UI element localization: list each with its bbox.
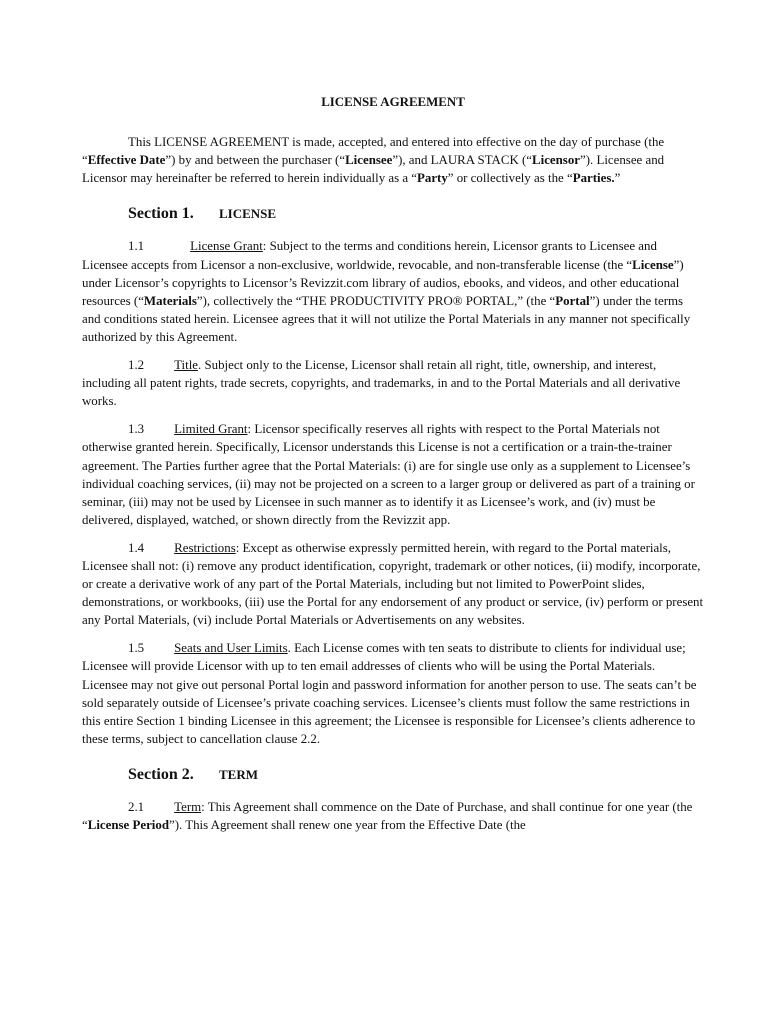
clause-1-1-heading: License Grant [190,239,263,254]
section-1-heading [128,205,704,223]
document-title: LICENSE AGREEMENT [321,95,465,109]
clause-1-3-heading: Limited Grant [174,422,248,437]
defined-term-effective-date: Effective Date [87,153,166,168]
clause-2-1 [82,798,704,834]
clause-1-1 [82,237,704,346]
clause-1-2-text: . Subject only to the License, Licensor shall retain all right, title, ownership, and interest, including all patent rights, trade secrets, copyrights, and trademarks, in and to the Portal Materials and all derivative works. [82,358,681,409]
clause-2-1-text-1: : This Agreement shall commence on the Date of Purchase, and shall continue for one year (the “ [82,800,693,833]
clause-1-4-text: : Except as otherwise expressly permitted herein, with regard to the Portal materials, Licensee shall not: (i) remove any product identification, copyright, trademark or other notices, (ii) modify, incorporate, or create a derivative work of any part of the Portal Materials, including but not limited to PowerPoint slides, demonstrations, or workbooks, (iii) use the Portal for any endorsement of any product or service, (iv) perform or present any Portal Materials, (vi) include Portal Materials or Advertisements on any websites. [82,540,704,628]
clause-1-2 [82,356,704,410]
clause-1-4-number: 1.4 [128,540,145,555]
defined-term-licensee: Licensee [345,153,393,168]
defined-term-portal: Portal [555,293,590,308]
clause-2-1-number: 2.1 [128,800,145,814]
clause-1-1-text-2: ”) under Licensor’s copyrights to Licensor’s Revizzit.com library of audios, ebooks, and videos, and other educational resources (“ [82,257,684,308]
section-1-name: LICENSE [219,206,277,222]
section-2-heading [128,766,704,784]
clause-1-4-heading: Restrictions [174,540,236,555]
clause-1-1-number: 1.1 [128,239,145,254]
clause-2-1-heading: Term [174,800,202,814]
clause-1-2-number: 1.2 [128,358,145,373]
defined-term-license: License [632,257,674,272]
clause-1-1-text-1: : Subject to the terms and conditions herein, Licensor grants to Licensee and Licensee accepts from Licensor a non-exclusive, worldwide, revocable, and non-transferable license (the “ [82,239,657,272]
clause-1-5-heading: Seats and User Limits [174,641,288,656]
clause-1-3 [82,420,704,529]
clause-1-1-text-3: ”), collectively the “THE PRODUCTIVITY PRO® PORTAL,” (the “ [196,293,556,308]
defined-term-party: Party [417,171,448,186]
section-2-name: TERM [219,766,258,782]
intro-text-1: This LICENSE AGREEMENT is made, accepted, and entered into effective on the day of purchase (the “ [82,135,665,168]
defined-term-materials: Materials [143,293,197,308]
defined-term-licensor: Licensor [532,153,580,168]
intro-text-2: ”) by and between the purchaser (“ [165,153,346,168]
intro-paragraph [82,133,704,187]
defined-term-license-period: License Period [87,818,169,833]
section-2-number: Section 2. [128,765,194,783]
clause-1-2-heading: Title [174,358,199,373]
clause-1-4 [82,539,704,629]
intro-text-3: ”), and LAURA STACK (“ [392,153,533,168]
clause-1-3-text: : Licensor specifically reserves all rights with respect to the Portal Materials not otherwise granted herein. Specifically, Licensor understands this License is not a certification or a train-the-trainer agreement. The Parties further agree that the Portal Materials: (i) are for single use only as a supplement to Licensee’s individual coaching services, (ii) may not be projected on a screen to a larger group or delivered as part of a training or seminar, (iii) may not be used by Licensee in such manner as to identify it as Licensee’s work, and (iv) must be delivered, displayed, watched, or shown directly from the Revizzit app. [82,422,695,527]
intro-text-5: ” or collectively as the “ [447,171,573,186]
clause-1-1-text-4: ”) under the terms and conditions stated herein. Licensee agrees that it will not utilize the Portal Materials in any manner not specifically authorized by this Agreement. [82,293,691,344]
clause-1-5-number: 1.5 [128,641,145,656]
clause-2-1-text-2: ”). This Agreement shall renew one year from the Effective Date (the [169,818,526,833]
intro-text-6: ” [614,171,621,186]
clause-1-5 [82,639,704,748]
defined-term-parties: Parties. [572,171,615,186]
section-1-number: Section 1. [128,205,194,223]
intro-text-4: ”). Licensee and Licensor may hereinafter be referred to herein individually as a “ [82,153,665,186]
clause-1-5-text: . Each License comes with ten seats to distribute to clients for individual use; Licensee will provide Licensor with up to ten email addresses of clients who will be using the Portal Materials. Licensee may not give out personal Portal login and password information for another person to use. The seats can’t be sold separately outside of Licensee’s private coaching services. Licensee’s clients must follow the same restrictions in this entire Section 1 binding Licensee in this agreement; the Licensee is responsible for Licensee’s clients adherence to these terms, subject to cancellation clause 2.2. [82,641,697,746]
clause-1-3-number: 1.3 [128,422,145,437]
document-page [82,93,704,844]
